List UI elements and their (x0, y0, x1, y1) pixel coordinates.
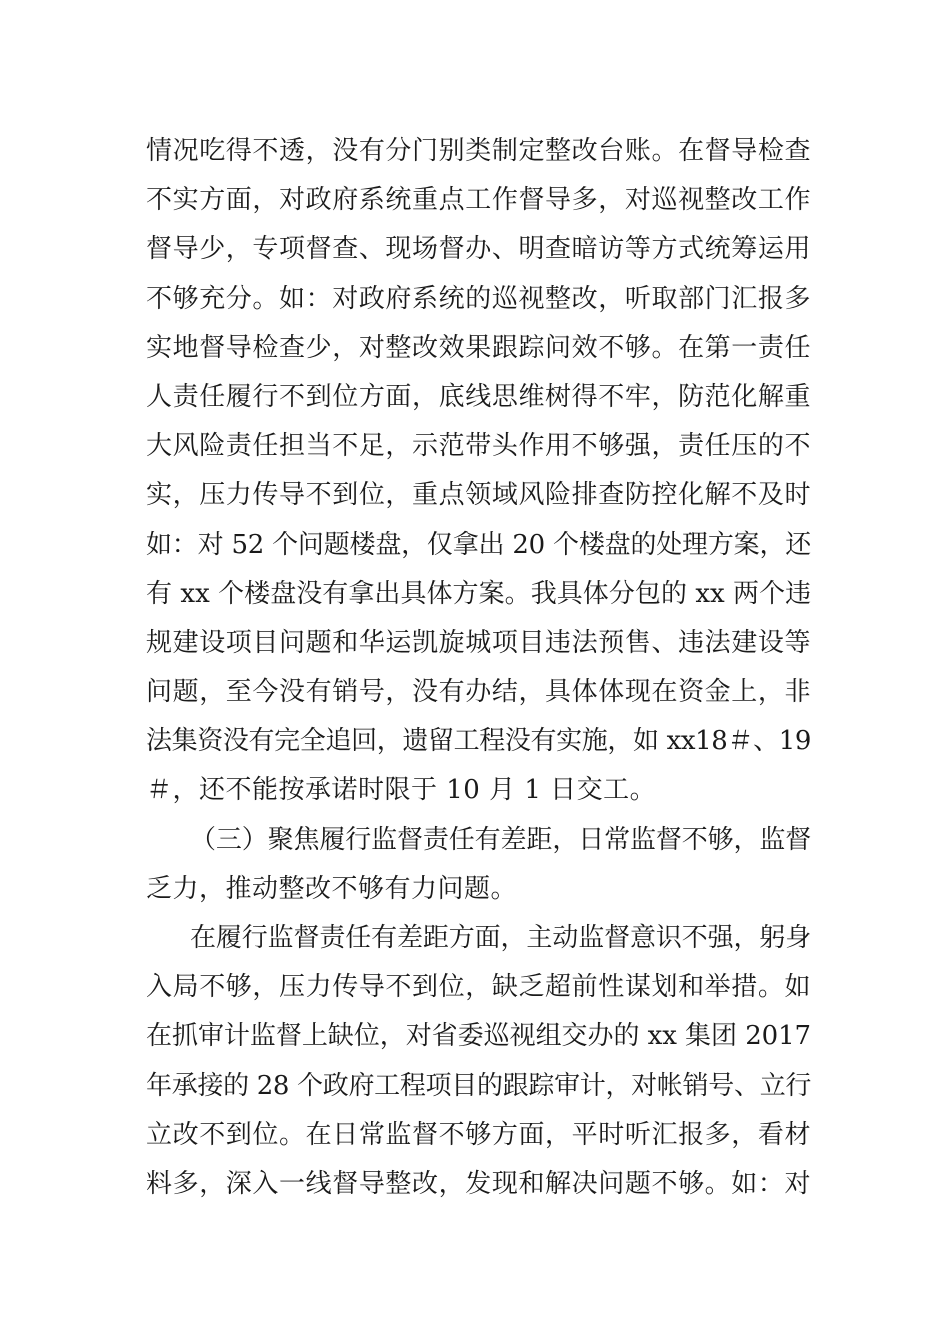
text-line: 大风险责任担当不足，示范带头作用不够强，责任压的不 (146, 431, 811, 462)
text-line: 入局不够，压力传导不到位，缺乏超前性谋划和举措。如 (146, 972, 811, 1003)
body-text (146, 127, 811, 1209)
paragraph-start-line: 在履行监督责任有差距方面，主动监督意识不强，躬身 (190, 923, 811, 953)
text-line: 有 xx 个楼盘没有拿出具体方案。我具体分包的 xx 两个违 (146, 578, 812, 609)
text-line: 督导少，专项督查、现场督办、明查暗访等方式统筹运用 (146, 234, 811, 265)
section-heading-end-line: 乏力，推动整改不够有力问题。 (146, 873, 518, 904)
text-line: 如：对 52 个问题楼盘，仅拿出 20 个楼盘的处理方案，还 (146, 529, 811, 560)
text-line: 料多，深入一线督导整改，发现和解决问题不够。如：对 (146, 1168, 811, 1199)
text-line: 不够充分。如：对政府系统的巡视整改，听取部门汇报多 (146, 283, 811, 314)
text-line: 法集资没有完全追回，遗留工程没有实施，如 xx18＃、19 (146, 726, 811, 757)
section-heading-line: （三）聚焦履行监督责任有差距，日常监督不够，监督 (190, 824, 811, 855)
text-line: 在抓审计监督上缺位，对省委巡视组交办的 xx 集团 2017 (146, 1021, 811, 1052)
text-line: 年承接的 28 个政府工程项目的跟踪审计，对帐销号、立行 (146, 1070, 811, 1101)
text-line: 不实方面，对政府系统重点工作督导多，对巡视整改工作 (146, 185, 811, 216)
text-line: 人责任履行不到位方面，底线思维树得不牢，防范化解重 (146, 381, 811, 412)
text-line: 实，压力传导不到位，重点领域风险排查防控化解不及时 (146, 480, 811, 511)
paragraph-end-line: ＃，还不能按承诺时限于 10 月 1 日交工。 (146, 775, 657, 806)
text-line: 实地督导检查少，对整改效果跟踪问效不够。在第一责任 (146, 332, 811, 363)
text-line: 问题，至今没有销号，没有办结，具体体现在资金上，非 (146, 677, 811, 708)
text-line: 规建设项目问题和华运凯旋城项目违法预售、违法建设等 (146, 627, 811, 658)
text-line: 情况吃得不透，没有分门别类制定整改台账。在督导检查 (146, 136, 811, 166)
text-line: 立改不到位。在日常监督不够方面，平时听汇报多，看材 (146, 1119, 811, 1150)
